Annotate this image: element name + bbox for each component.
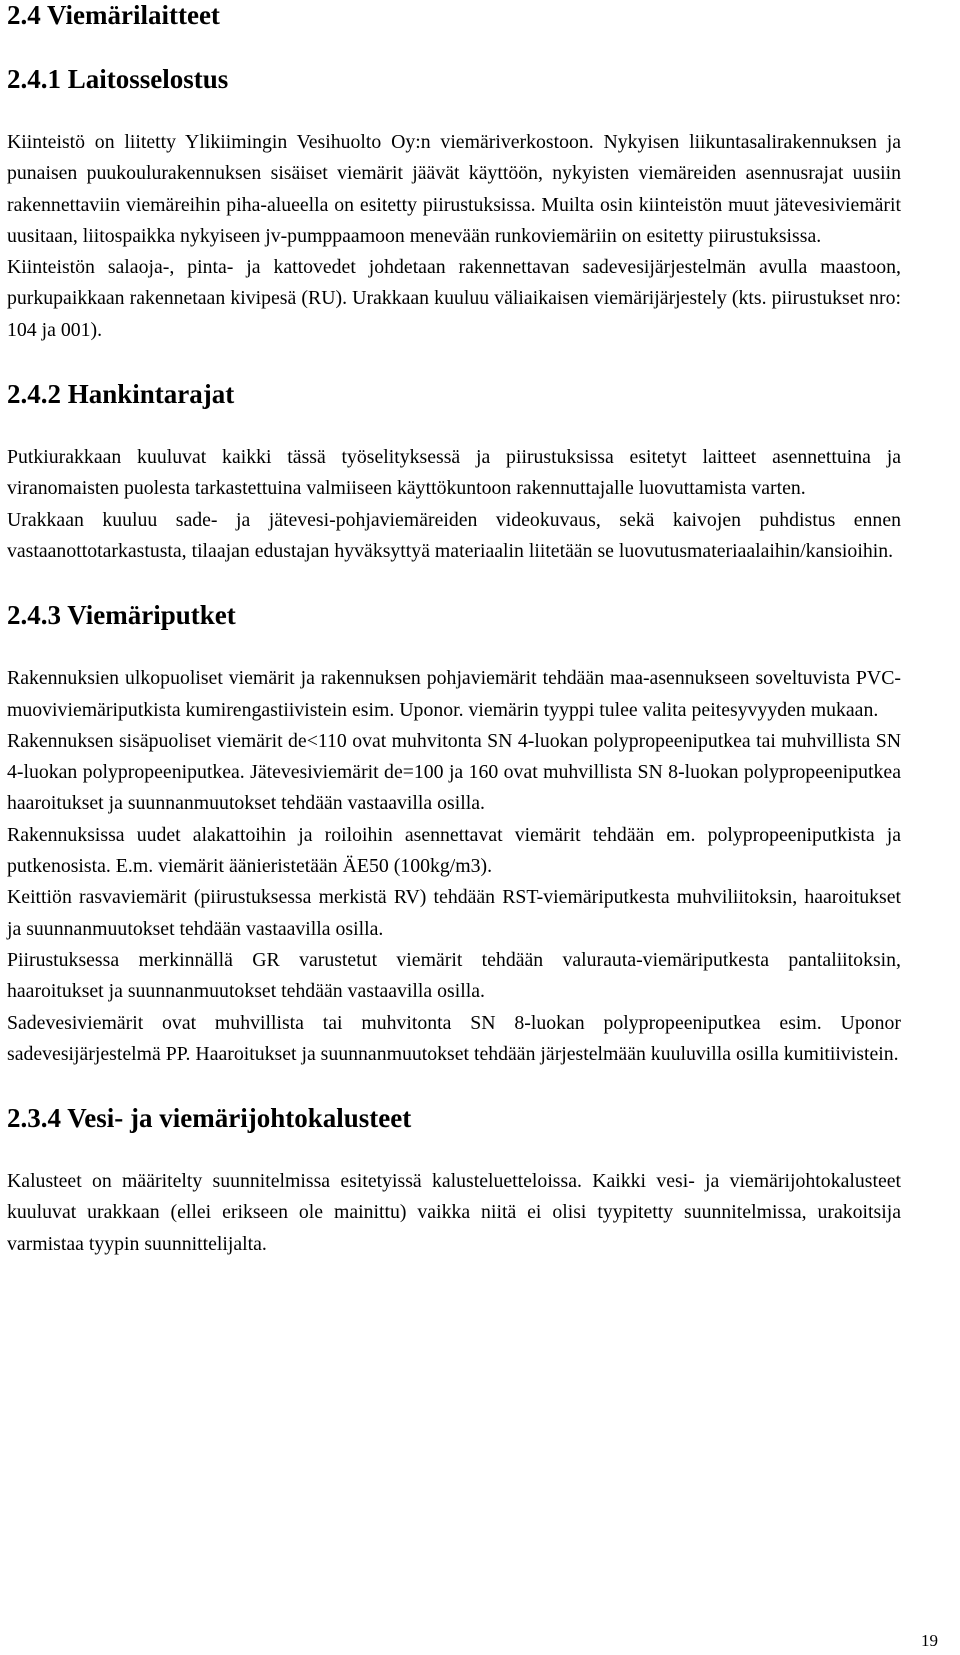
- paragraph: Rakennuksien ulkopuoliset viemärit ja rakennuksen pohjaviemärit tehdään maa-asennukseen soveltuvista PVC-muoviviemäriputkista kumirengastiivistein esim. Uponor. viemärin tyyppi tulee valita peitesyvyyden mukaan.: [7, 667, 901, 721]
- paragraph: Kiinteistön salaoja-, pinta- ja kattovedet johdetaan rakennettavan sadevesijärjestelmän avulla maastoon, purkupaikkaan rakennetaan kivipesä (RU). Urakkaan kuuluu väliaikaisen viemärijärjestely (kts. piirustukset nro: 104 ja 001).: [7, 256, 901, 341]
- paragraph: Sadevesiviemärit ovat muhvillista tai muhvitonta SN 8-luokan polypropeeniputkea esim. Uponor sadevesijärjestelmä PP. Haaroitukset ja suunnanmuutokset tehdään järjestelmään kuuluvilla osilla kumitiivistein.: [7, 1011, 901, 1065]
- section-title-laitosselostus: 2.4.1 Laitosselostus: [7, 64, 229, 94]
- paragraph: Kalusteet on määritelty suunnitelmissa esitetyissä kalusteluetteloissa. Kaikki vesi- ja viemärijohtokalusteet kuuluvat urakkaan (ellei erikseen ole mainittu) vaikka niitä ei olisi tyypitetty suunnitelmissa, urakoitsija varmistaa tyypin suunnittelijalta.: [7, 1170, 901, 1255]
- paragraph: Rakennuksissa uudet alakattoihin ja roiloihin asennettavat viemärit tehdään em. polypropeeniputkista ja putkenosista. E.m. viemärit äänieristetään ÄE50 (100kg/m3).: [7, 823, 901, 878]
- paragraph: Kiinteistö on liitetty Ylikiimingin Vesihuolto Oy:n viemäriverkostoon. Nykyisen liikuntasalirakennuksen ja punaisen puukoulurakennuksen sisäiset viemärit jäävät käyttöön, nykyisten viemäreiden asennusrajat uusiin rakennettaviin viemäreihin piha-alueella on esitetty piirustuksissa. Muilta osin kiinteistön muut jätevesiviemärit uusitaan, liitospaikka nykyiseen jv-pumppaamoon menevään runkoviemäriin on esitetty piirustuksissa.: [7, 131, 901, 247]
- section-title-viemariputket: 2.4.3 Viemäriputket: [7, 600, 236, 631]
- paragraph: Piirustuksessa merkinnällä GR varustetut viemärit tehdään valurauta-viemäriputkesta pantaliitoksin, haaroitukset ja suunnanmuutokset tehdään vastaavilla osilla.: [7, 948, 901, 1003]
- section-title-hankintarajat: 2.4.2 Hankintarajat: [7, 379, 235, 410]
- paragraph: Keittiön rasvaviemärit (piirustuksessa merkistä RV) tehdään RST-viemäriputkesta muhviliitoksin, haaroitukset ja suunnanmuutokset tehdään vastaavilla osilla.: [7, 886, 901, 940]
- paragraph: Putkiurakkaan kuuluvat kaikki tässä työselityksessä ja piirustuksissa esitetyt laitteet asennettuina ja viranomaisten puolesta tarkastettuina valmiiseen käyttökuntoon rakennuttajalle luovuttamista varten.: [7, 446, 901, 500]
- document-page: [7, 0, 901, 1260]
- page-number: 19: [921, 1631, 938, 1650]
- paragraph: Rakennuksen sisäpuoliset viemärit de<110 ovat muhvitonta SN 4-luokan polypropeeniputkea tai muhvillista SN 4-luokan polypropeeniputkea. Jätevesiviemärit de=100 ja 160 ovat muhvillista SN 8-luokan polypropeeniputkea haaroitukset ja suunnanmuutokset tehdään vastaavilla osilla.: [7, 729, 901, 815]
- paragraph: Urakkaan kuuluu sade- ja jätevesi-pohjaviemäreiden videokuvaus, sekä kaivojen puhdistus ennen vastaanottotarkastusta, tilaajan edustajan hyväksyttyä materiaalin liitetään se luovutusmateriaalaihin/kansioihin.: [7, 508, 901, 562]
- main-heading: 2.4 Viemärilaitteet: [7, 0, 220, 30]
- section-title-kalusteet: 2.3.4 Vesi- ja viemärijohtokalusteet: [7, 1103, 412, 1134]
